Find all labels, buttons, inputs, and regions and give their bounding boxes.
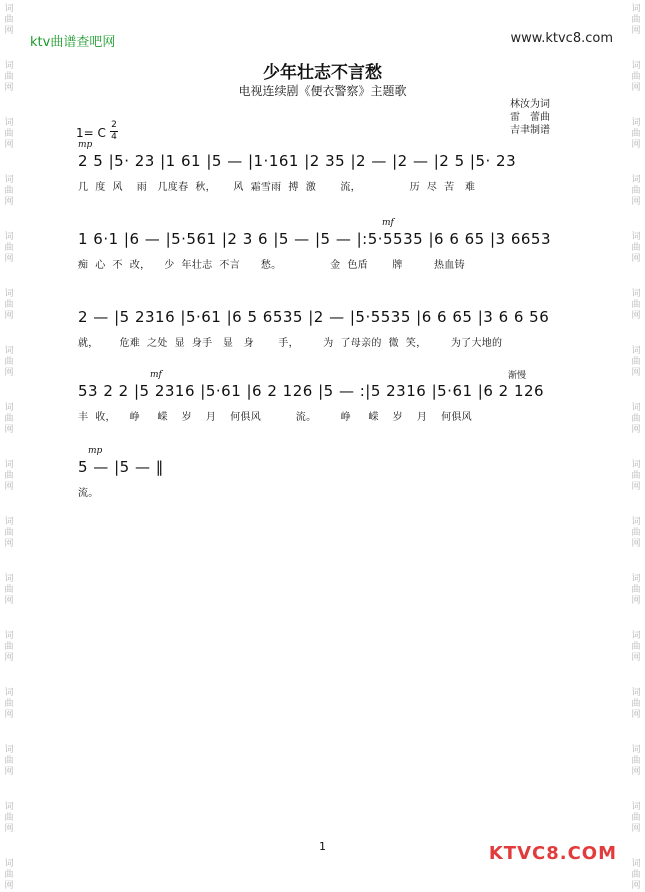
watermark-glyph: 词 bbox=[4, 118, 14, 128]
watermark-glyph: 网 bbox=[4, 425, 14, 435]
watermark-glyph: 曲 bbox=[4, 870, 14, 880]
right-watermark-strip bbox=[629, 0, 643, 891]
transcriber-credit: 吉聿制谱 bbox=[510, 125, 550, 136]
watermark-glyph: 网 bbox=[631, 596, 641, 606]
lyrics-line: 几 度 风 雨 几度春 秋， 风 霜雪雨 搏 激 流， 历 尽 苦 难 bbox=[78, 182, 476, 193]
watermark-glyph: 曲 bbox=[4, 585, 14, 595]
watermark-glyph: 词 bbox=[631, 631, 641, 641]
song-title: 少年壮志不言愁 bbox=[263, 63, 382, 83]
lyrics-line: 流。 bbox=[78, 488, 99, 499]
watermark-glyph: 曲 bbox=[631, 870, 641, 880]
watermark-glyph: 网 bbox=[4, 767, 14, 777]
watermark-glyph: 网 bbox=[631, 425, 641, 435]
watermark-glyph: 曲 bbox=[4, 699, 14, 709]
watermark-glyph: 词 bbox=[631, 4, 641, 14]
watermark-glyph: 曲 bbox=[631, 15, 641, 25]
watermark-glyph: 词 bbox=[4, 745, 14, 755]
watermark-glyph: 曲 bbox=[631, 357, 641, 367]
watermark-glyph: 网 bbox=[631, 254, 641, 264]
watermark-glyph: 词 bbox=[631, 859, 641, 869]
watermark-glyph: 词 bbox=[631, 574, 641, 584]
watermark-glyph: 词 bbox=[631, 517, 641, 527]
watermark-glyph: 网 bbox=[4, 710, 14, 720]
watermark-glyph: 曲 bbox=[4, 72, 14, 82]
watermark-glyph: 曲 bbox=[4, 813, 14, 823]
lyrics-line: 丰 收， 峥 嵘 岁 月 何俱风 流。 峥 嵘 岁 月 何俱风 bbox=[78, 412, 472, 423]
watermark-glyph: 网 bbox=[631, 26, 641, 36]
watermark-glyph: 词 bbox=[4, 175, 14, 185]
watermark-glyph: 曲 bbox=[4, 414, 14, 424]
watermark-glyph: 词 bbox=[4, 859, 14, 869]
watermark-glyph: 网 bbox=[4, 653, 14, 663]
notation-line: 53 2 2 |5 2316 |5·61 |6 2 126 |5 — :|5 2316 |5·61 |6 2 126 bbox=[78, 382, 545, 400]
credits-block bbox=[510, 98, 550, 137]
dynamic-marking: mf bbox=[382, 218, 394, 228]
watermark-glyph: 曲 bbox=[4, 243, 14, 253]
watermark-glyph: 曲 bbox=[631, 813, 641, 823]
watermark-glyph: 网 bbox=[4, 824, 14, 834]
watermark-glyph: 曲 bbox=[4, 528, 14, 538]
dynamic-marking: mp bbox=[88, 446, 103, 456]
watermark-glyph: 曲 bbox=[4, 642, 14, 652]
watermark-glyph: 词 bbox=[631, 289, 641, 299]
watermark-glyph: 网 bbox=[631, 83, 641, 93]
watermark-glyph: 词 bbox=[631, 688, 641, 698]
watermark-glyph: 曲 bbox=[631, 243, 641, 253]
watermark-glyph: 网 bbox=[4, 596, 14, 606]
notation-line: 2 — |5 2316 |5·61 |6 5 6535 |2 — |5·5535 |6 6 65 |3 6 6 56 bbox=[78, 308, 550, 326]
watermark-glyph: 词 bbox=[4, 517, 14, 527]
watermark-glyph: 词 bbox=[631, 232, 641, 242]
watermark-glyph: 网 bbox=[4, 26, 14, 36]
watermark-glyph: 词 bbox=[4, 61, 14, 71]
watermark-glyph: 词 bbox=[4, 232, 14, 242]
watermark-glyph: 词 bbox=[4, 346, 14, 356]
watermark-glyph: 网 bbox=[4, 539, 14, 549]
notation-line: 2 5 |5· 23 |1 61 |5 — |1·161 |2 35 |2 — |2 — |2 5 |5· 23 bbox=[78, 152, 517, 170]
site-url-right[interactable]: www.ktvc8.com bbox=[510, 31, 613, 46]
watermark-glyph: 曲 bbox=[4, 186, 14, 196]
watermark-glyph: 网 bbox=[4, 482, 14, 492]
watermark-glyph: 网 bbox=[4, 368, 14, 378]
notation-line: 5 — |5 — ‖ bbox=[78, 458, 164, 476]
watermark-glyph: 网 bbox=[4, 140, 14, 150]
score-row-5 bbox=[78, 446, 578, 512]
watermark-glyph: 词 bbox=[4, 688, 14, 698]
watermark-glyph: 曲 bbox=[631, 585, 641, 595]
watermark-glyph: 词 bbox=[4, 631, 14, 641]
watermark-glyph: 网 bbox=[631, 881, 641, 891]
left-watermark-strip bbox=[2, 0, 16, 891]
watermark-glyph: 词 bbox=[4, 802, 14, 812]
lyrics-line: 就， 危难 之处 显 身手 显 身 手， 为 了母亲的 微 笑， 为了大地的 bbox=[78, 338, 503, 349]
watermark-glyph: 曲 bbox=[631, 414, 641, 424]
watermark-glyph: 网 bbox=[4, 254, 14, 264]
watermark-glyph: 词 bbox=[631, 745, 641, 755]
watermark-glyph: 曲 bbox=[631, 300, 641, 310]
watermark-glyph: 曲 bbox=[631, 129, 641, 139]
watermark-glyph: 词 bbox=[4, 289, 14, 299]
watermark-glyph: 曲 bbox=[4, 357, 14, 367]
watermark-glyph: 词 bbox=[631, 175, 641, 185]
watermark-glyph: 词 bbox=[631, 802, 641, 812]
watermark-glyph: 网 bbox=[631, 311, 641, 321]
watermark-glyph: 词 bbox=[4, 574, 14, 584]
score-row-3 bbox=[78, 296, 578, 362]
tempo-marking: 渐慢 bbox=[508, 371, 527, 381]
watermark-glyph: 网 bbox=[631, 368, 641, 378]
lyricist-credit: 林汝为词 bbox=[510, 99, 550, 110]
watermark-glyph: 网 bbox=[631, 140, 641, 150]
score-row-1 bbox=[78, 140, 578, 206]
meter-bottom: 4 bbox=[111, 132, 117, 142]
watermark-glyph: 曲 bbox=[631, 186, 641, 196]
watermark-glyph: 网 bbox=[4, 311, 14, 321]
watermark-glyph: 曲 bbox=[4, 15, 14, 25]
watermark-glyph: 曲 bbox=[631, 699, 641, 709]
watermark-glyph: 曲 bbox=[4, 129, 14, 139]
watermark-glyph: 词 bbox=[631, 61, 641, 71]
meter-top: 2 bbox=[111, 120, 117, 130]
watermark-glyph: 词 bbox=[631, 346, 641, 356]
watermark-glyph: 词 bbox=[4, 4, 14, 14]
site-name-left[interactable]: ktv曲谱查吧网 bbox=[30, 35, 116, 50]
watermark-glyph: 网 bbox=[4, 197, 14, 207]
watermark-glyph: 曲 bbox=[631, 72, 641, 82]
key-signature: 1= C bbox=[76, 126, 106, 140]
watermark-glyph: 曲 bbox=[631, 528, 641, 538]
score-row-2 bbox=[78, 218, 578, 284]
watermark-glyph: 曲 bbox=[4, 471, 14, 481]
watermark-glyph: 词 bbox=[631, 118, 641, 128]
watermark-glyph: 网 bbox=[631, 710, 641, 720]
watermark-glyph: 词 bbox=[631, 460, 641, 470]
watermark-glyph: 曲 bbox=[4, 756, 14, 766]
watermark-glyph: 曲 bbox=[4, 300, 14, 310]
watermark-glyph: 网 bbox=[631, 539, 641, 549]
watermark-glyph: 曲 bbox=[631, 642, 641, 652]
composer-credit: 雷 蕾曲 bbox=[510, 112, 550, 123]
watermark-glyph: 词 bbox=[4, 403, 14, 413]
notation-line: 1 6·1 |6 — |5·561 |2 3 6 |5 — |5 — |:5·5535 |6 6 65 |3 6653 bbox=[78, 230, 552, 248]
watermark-glyph: 词 bbox=[631, 403, 641, 413]
watermark-glyph: 网 bbox=[631, 824, 641, 834]
dynamic-marking: mp bbox=[78, 140, 93, 150]
score-row-4 bbox=[78, 370, 578, 436]
dynamic-marking: mf bbox=[150, 370, 162, 380]
watermark-glyph: 网 bbox=[631, 197, 641, 207]
brand-logo: KTVC8.COM bbox=[488, 843, 617, 864]
watermark-glyph: 网 bbox=[4, 881, 14, 891]
song-subtitle: 电视连续剧《便衣警察》主题歌 bbox=[238, 84, 407, 98]
watermark-glyph: 网 bbox=[631, 653, 641, 663]
lyrics-line: 痴 心 不 改， 少 年壮志 不言 愁。 金 色盾 牌 热血铸 bbox=[78, 260, 465, 271]
watermark-glyph: 网 bbox=[631, 767, 641, 777]
watermark-glyph: 网 bbox=[631, 482, 641, 492]
watermark-glyph: 网 bbox=[4, 83, 14, 93]
watermark-glyph: 曲 bbox=[631, 756, 641, 766]
watermark-glyph: 词 bbox=[4, 460, 14, 470]
page-number: 1 bbox=[319, 840, 326, 853]
time-signature bbox=[110, 121, 118, 142]
watermark-glyph: 曲 bbox=[631, 471, 641, 481]
